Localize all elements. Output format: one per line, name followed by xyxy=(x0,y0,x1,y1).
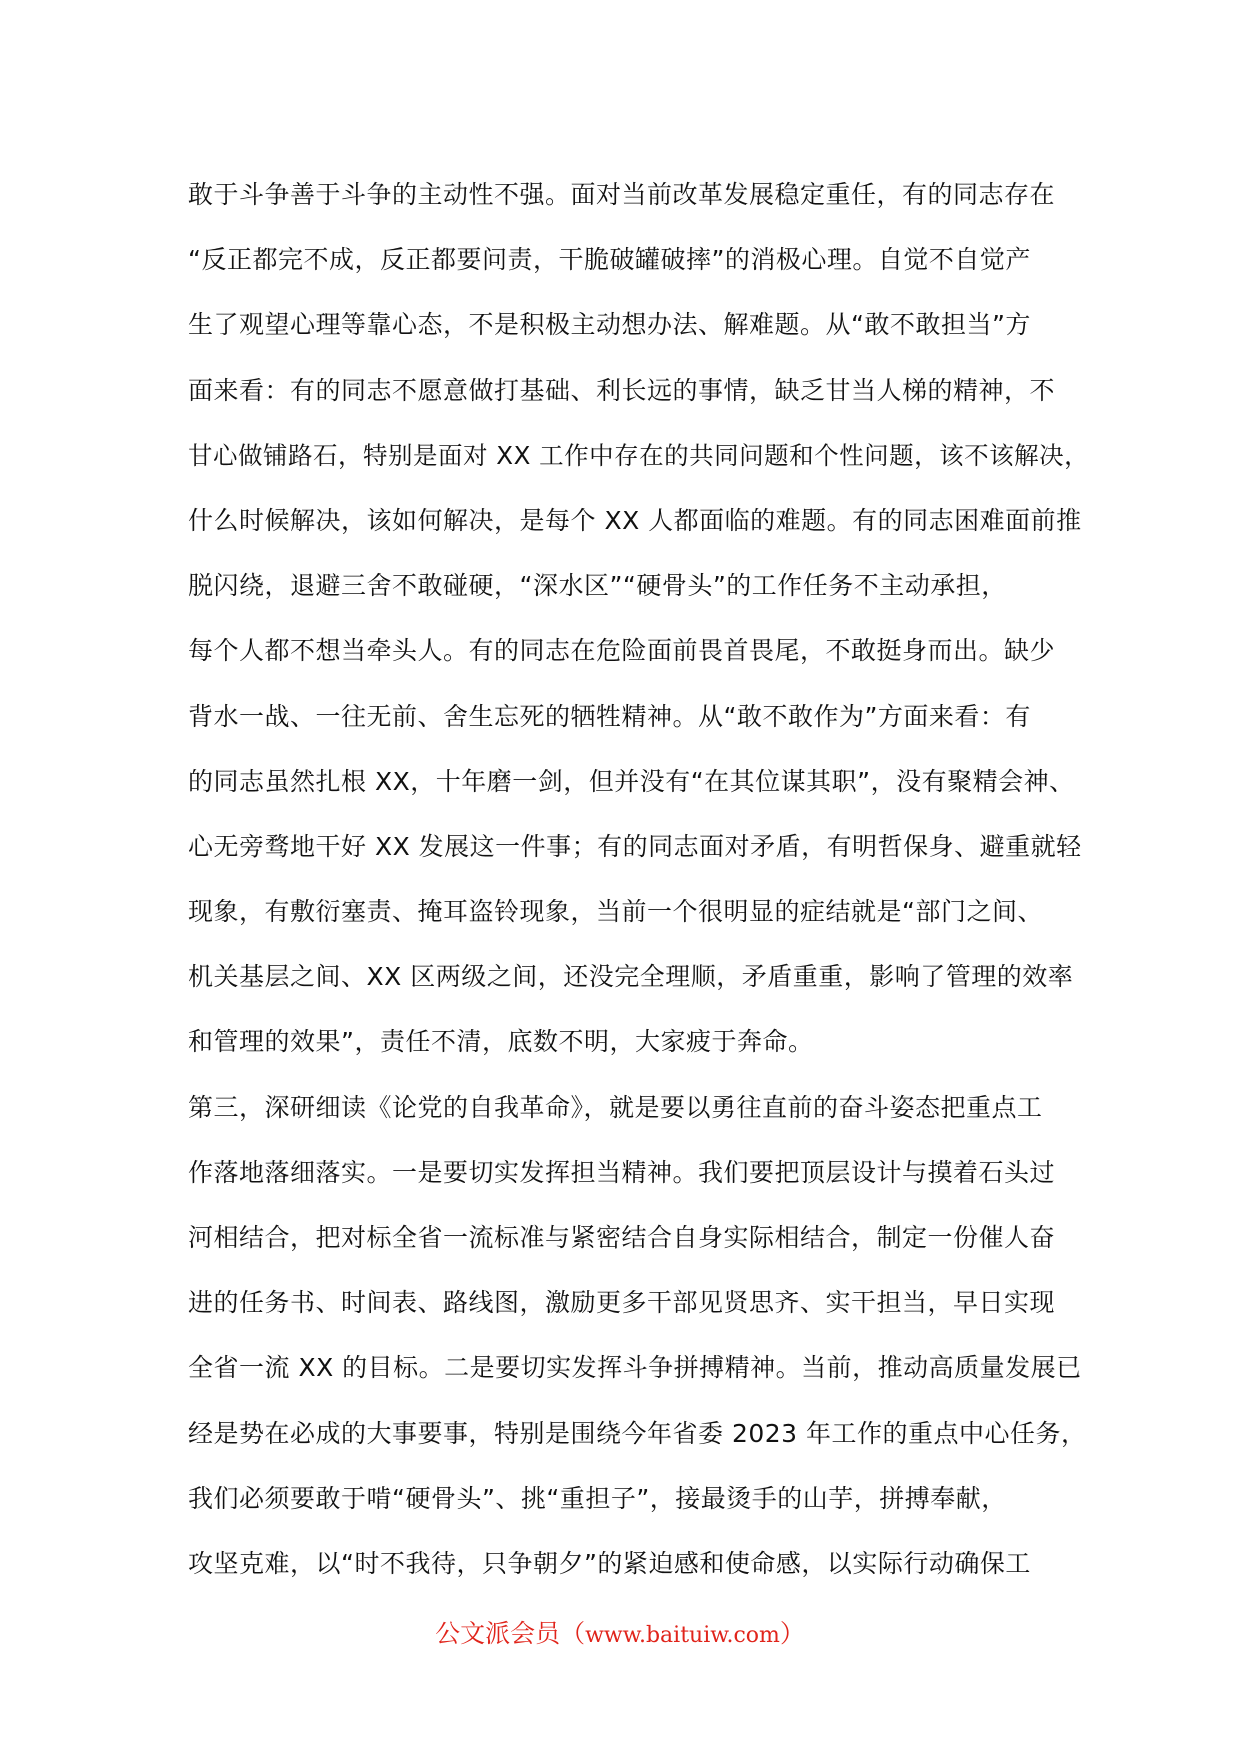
text-line: 攻坚克难，以“时不我待，只争朝夕”的紧迫感和使命感，以实际行动确保工 xyxy=(188,1548,1031,1578)
text-line: 和管理的效果”，责任不清，底数不明，大家疲于奔命。 xyxy=(188,1027,814,1057)
text-line: 脱闪绕，退避三舍不敢碰硬，“深水区”“硬骨头”的工作任务不主动承担， xyxy=(188,571,1007,601)
footer-watermark xyxy=(0,1614,1240,1650)
text-line: 机关基层之间、XX 区两级之间，还没完全理顺，矛盾重重，影响了管理的效率 xyxy=(188,962,1074,992)
text-line: 面来看：有的同志不愿意做打基础、利长远的事情，缺乏甘当人梯的精神，不 xyxy=(188,375,1056,405)
text-line: 心无旁骛地干好 XX 发展这一件事；有的同志面对矛盾，有明哲保身、避重就轻 xyxy=(188,831,1082,861)
text-line: 的同志虽然扎根 XX，十年磨一剑，但并没有“在其位谋其职”，没有聚精会神、 xyxy=(188,766,1075,796)
text-line: “反正都完不成，反正都要问责，干脆破罐破摔”的消极心理。自觉不自觉产 xyxy=(188,245,1031,275)
text-line: 敢于斗争善于斗争的主动性不强。面对当前改革发展稳定重任，有的同志存在 xyxy=(188,180,1056,209)
footer-url-link[interactable]: www.baituiw.com xyxy=(585,1623,780,1648)
text-line: 现象，有敷衍塞责、掩耳盗铃现象，当前一个很明显的症结就是“部门之间、 xyxy=(188,897,1043,927)
text-line: 全省一流 XX 的目标。二是要切实发挥斗争拼搏精神。当前，推动高质量发展已 xyxy=(188,1353,1082,1383)
document-body xyxy=(188,171,1088,1605)
text-line: 背水一战、一往无前、舍生忘死的牺牲精神。从“敢不敢作为”方面来看：有 xyxy=(188,701,1031,731)
text-line: 进的任务书、时间表、路线图，激励更多干部见贤思齐、实干担当，早日实现 xyxy=(188,1288,1056,1318)
text-line: 第三，深研细读《论党的自我革命》，就是要以勇往直前的奋斗姿态把重点工 xyxy=(188,1092,1043,1122)
text-line: 我们必须要敢于啃“硬骨头”、挑“重担子”，接最烫手的山芋，拼搏奉献， xyxy=(188,1483,1007,1513)
text-line: 作落地落细落实。一是要切实发挥担当精神。我们要把顶层设计与摸着石头过 xyxy=(188,1157,1056,1187)
text-line: 经是势在必成的大事要事，特别是围绕今年省委 2023 年工作的重点中心任务， xyxy=(188,1418,1087,1448)
text-line: 甘心做铺路石，特别是面对 XX 工作中存在的共同问题和个性问题，该不该解决， xyxy=(188,440,1090,470)
text-line: 什么时候解决，该如何解决，是每个 XX 人都面临的难题。有的同志困难面前推 xyxy=(188,505,1082,535)
footer-label: 公文派会员（ xyxy=(435,1619,586,1648)
text-line: 每个人都不想当牵头人。有的同志在危险面前畏首畏尾，不敢挺身而出。缺少 xyxy=(188,636,1056,666)
text-line: 河相结合，把对标全省一流标准与紧密结合自身实际相结合，制定一份催人奋 xyxy=(188,1223,1056,1252)
text-line: 生了观望心理等靠心态，不是积极主动想办法、解难题。从“敢不敢担当”方 xyxy=(188,310,1031,340)
footer-close: ） xyxy=(779,1619,805,1648)
